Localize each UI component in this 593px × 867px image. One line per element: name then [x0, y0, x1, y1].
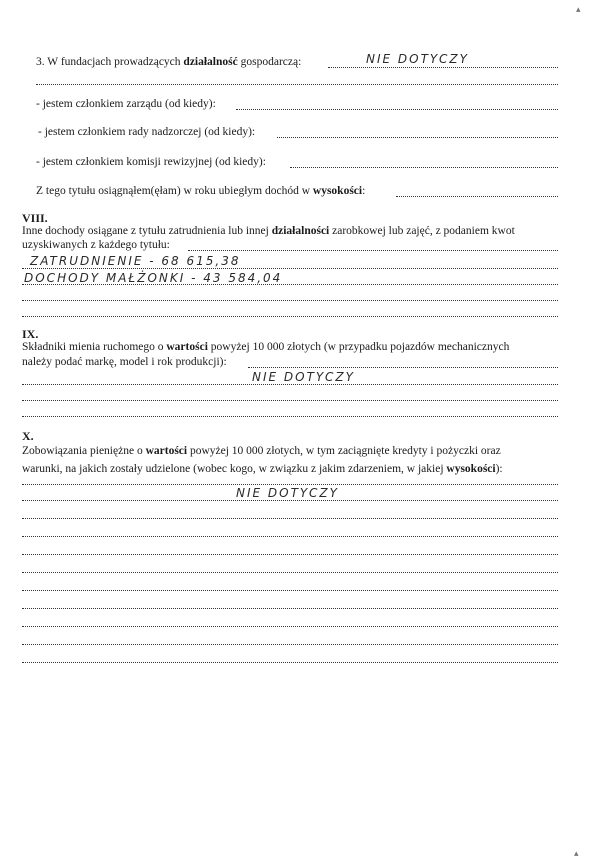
dotted-line: [22, 518, 558, 519]
label-text: Z tego tytułu osiągnąłem(ęłam) w roku ubiegłym dochód w: [36, 185, 313, 197]
dotted-line: [236, 109, 558, 110]
section-x-text-2: [22, 463, 503, 476]
dotted-line: [290, 167, 558, 168]
label-text: zarobkowej lub zajęć, z podaniem kwot: [329, 225, 515, 237]
label-bold: wartości: [166, 341, 208, 353]
zarzad-label: - jestem członkiem zarządu (od kiedy):: [36, 98, 216, 110]
label-bold: działalność: [183, 56, 238, 68]
dotted-line: [22, 268, 558, 269]
dotted-line: [22, 572, 558, 573]
rada-nadzorcza-label: - jestem członkiem rady nadzorczej (od kiedy):: [38, 126, 256, 138]
label-bold: wysokości: [446, 463, 496, 475]
dotted-line: [396, 196, 558, 197]
handwritten-zatrudnienie: ZATRUDNIENIE - 68 615,38: [30, 254, 241, 268]
dotted-line: [22, 662, 558, 663]
section-ix-text-2: należy podać markę, model i rok produkcji):: [22, 356, 227, 368]
label-bold: wysokości: [312, 185, 363, 197]
section-viii-text: [22, 225, 515, 238]
dotted-line: [188, 250, 558, 251]
label-bold: działalności: [271, 225, 330, 237]
handwritten-answer: NIE DOTYCZY: [236, 486, 339, 500]
section-x-heading: X.: [22, 429, 34, 443]
handwritten-answer: NIE DOTYCZY: [252, 370, 355, 384]
handwritten-dochody-malzonki: DOCHODY MAŁŻONKI - 43 584,04: [24, 271, 283, 285]
dotted-line: [22, 484, 558, 485]
handwritten-answer: NIE DOTYCZY: [366, 52, 469, 66]
dotted-line: [22, 554, 558, 555]
label-text: 3. W fundacjach prowadzących: [36, 56, 184, 68]
dotted-line: [22, 644, 558, 645]
dotted-line: [22, 590, 558, 591]
label-bold: wartości: [145, 445, 188, 457]
dotted-line: [22, 400, 558, 401]
label-text: Zobowiązania pieniężne o: [22, 445, 146, 457]
dotted-line: [248, 367, 558, 368]
section-ix-text: [22, 341, 509, 354]
dotted-line: [22, 500, 558, 501]
label-text: powyżej 10 000 złotych, w tym zaciągnięte kredyty i pożyczki oraz: [187, 445, 501, 457]
scan-speck-icon: ▴: [574, 848, 579, 858]
scan-speck-icon: ▴: [576, 4, 581, 14]
dotted-line: [22, 284, 558, 285]
komisja-rewizyjna-label: - jestem członkiem komisji rewizyjnej (od kiedy):: [36, 156, 266, 168]
label-text: warunki, na jakich zostały udzielone (wobec kogo, w związku z jakim zdarzeniem, w jakiej: [22, 463, 447, 475]
dochod-label: [36, 185, 365, 198]
label-text: Inne dochody osiągane z tytułu zatrudnienia lub innej: [22, 225, 272, 237]
dotted-line: [22, 608, 558, 609]
label-text: gospodarczą:: [237, 56, 302, 68]
dotted-line: [22, 300, 558, 301]
section-ix-heading: IX.: [22, 327, 39, 341]
dotted-line: [22, 416, 558, 417]
dotted-line: [36, 84, 558, 85]
section-x-text: [22, 445, 501, 458]
label-text: :: [362, 185, 366, 197]
label-text: Składniki mienia ruchomego o: [22, 341, 167, 353]
dotted-line: [277, 137, 558, 138]
label-text: ):: [495, 463, 503, 475]
section-viii-heading: VIII.: [22, 211, 48, 225]
section3-fundacje-label: [36, 56, 301, 69]
dotted-line: [22, 536, 558, 537]
dotted-line: [328, 67, 558, 68]
dotted-line: [22, 626, 558, 627]
dotted-line: [22, 316, 558, 317]
dotted-line: [22, 384, 558, 385]
section-viii-text-2: uzyskiwanych z każdego tytułu:: [22, 239, 170, 251]
label-text: powyżej 10 000 złotych (w przypadku pojazdów mechanicznych: [207, 341, 510, 353]
